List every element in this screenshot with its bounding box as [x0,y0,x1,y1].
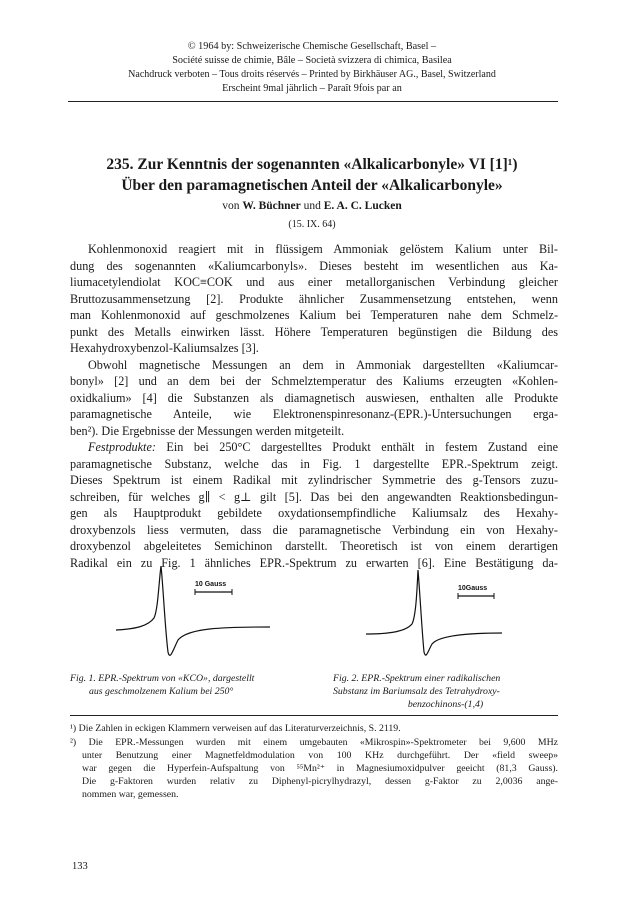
text-line: dung des sogenannten «Kaliumcarbonyls». Dieses besteht im wesentlichen aus Ka- [70,258,558,273]
text-line: Kohlenmonoxid reagiert mit in flüssigem Ammoniak gelöstem Kalium unter Bil- [88,242,558,256]
section-label: Festprodukte: [88,440,156,454]
text-line: ben²). Die Ergebnisse der Messungen werden mitgeteilt. [70,423,345,438]
article-title: 235. Zur Kenntnis der sogenannten «Alkalicarbonyle» VI [1]¹) [106,156,518,173]
footnote-line: ²) Die EPR.-Messungen wurden mit einem umgebauten «Mikrospin»-Spektrometer bei 9,600 MHz [70,737,558,748]
figure-1-scale-label: 10 Gauss [195,581,227,588]
footnote-2 [70,736,558,801]
figure-2-caption-line: benzochinons-(1,4) [407,699,484,710]
paragraph-3 [70,439,558,571]
figure-2-trace [366,570,502,655]
copyright-line: © 1964 by: Schweizerische Chemische Gesellschaft, Basel – [187,41,437,52]
text-line-first: Ein bei 250°C dargestelltes Produkt enthält in festem Zustand eine [166,440,558,454]
text-line: paramagnetische Anteile, wie Elektronenspinresonanz-(EPR.)-Untersuchungen erga- [70,407,558,421]
text-line: Hexahydroxybenzol-Kaliumsalzes [3]. [70,341,259,355]
text-line: gen als Hauptprodukt gebildete oxydationsempfindliche Kaliumsalz des Hexahy- [70,506,558,520]
figure-2-scale-label: 10Gauss [458,585,488,592]
paragraph-1 [70,241,558,357]
text-line: droxybenzol abgeleitetes Semichinon darstellt. Theoretisch ist von einem derartigen [70,539,558,553]
byline [40,199,584,214]
paragraph-2 [70,357,558,440]
figure-1-spectrum [92,566,298,666]
byline-and: und [303,200,321,212]
figure-1-caption-line: Fig. 1. EPR.-Spektrum von «KCO», dargestellt [70,673,255,684]
page-number: 133 [72,861,88,872]
footnote-line: nommen war, gemessen. [82,789,179,800]
text-line: oxidkalium» [4] die Substanzen als diamagnetisch auswiesen, enthalten alle Produkte [70,390,558,405]
publisher-line: Société suisse de chimie, Bâle – Società svizzera di chimica, Basilea [172,55,452,66]
figure-1-trace [116,566,270,655]
footnote-line: ¹) Die Zahlen in eckigen Klammern verweisen auf das Literaturverzeichnis, S. 2119. [70,723,401,734]
footnote-1 [70,722,558,735]
text-line: man Kohlenmonoxid auf geschmolzenes Kalium bei Temperaturen nahe dem Schmelz- [70,308,558,322]
footnote-line: unter Benutzung einer Magnetfeldmodulation von 100 KHz durchgeführt. Der «field sweep» [82,750,558,761]
text-line: liumacetylendiolat KOC≡COK und aus einer metallorganischen Verbindung gleicher [70,275,558,289]
header-rule [68,101,558,102]
received-date: (15. IX. 64) [288,219,336,230]
text-line: bonyl» [2] und an dem bei der Schmelztemperatur des Kaliums erzeugten «Kohlen- [70,374,558,388]
figure-2-caption-line: Substanz im Bariumsalz des Tetrahydroxy- [333,686,500,697]
figure-2-spectrum [340,568,540,664]
figure-2-caption-line: Fig. 2. EPR.-Spektrum einer radikalischen [333,673,501,684]
figure-2-caption [333,672,558,711]
text-line: Dieses Spektrum ist einem Radikal mit zylindrischer Symmetrie des g-Tensors zuzu- [70,473,558,487]
byline-prefix: von [222,200,240,212]
text-line: punkt des Metalls einwirken lässt. Höhere Temperaturen begünstigen die Bildung des [70,324,558,339]
text-line: droxybenzols liess vermuten, dass die paramagnetische Verbindung ein von Hexahy- [70,522,558,537]
author-2: E. A. C. Lucken [323,200,402,212]
rights-line: Nachdruck verboten – Tous droits réservés – Printed by Birkhäuser AG., Basel, Switzerland [128,69,496,80]
footnote-rule [70,715,558,716]
text-line: Obwohl magnetische Messungen an dem in Ammoniak dargestellten «Kaliumcar- [88,357,558,372]
footnote-line: war gegen die Hyperfein-Aufspaltung von ⁵⁵Mn²⁺ in Magnesiumoxidpulver geeicht (81,3 Gauss). [82,763,558,774]
text-line: Bruttozusammensetzung [2]. Produkte ähnlicher Zusammensetzung entstehen, wenn [70,291,558,306]
text-line [70,439,558,456]
frequency-line: Erscheint 9mal jährlich – Paraît 9fois par an [222,83,402,94]
text-line: schreiben, für welches g∥ < g⊥ gilt [5]. Das bei den angewandten Reaktionsbedingun- [70,489,558,504]
article-subtitle: Über den paramagnetischen Anteil der «Alkalicarbonyle» [121,177,503,194]
text-line: Radikal ein zu Fig. 1 ähnliches EPR.-Spektrum zu erwarten [6]. Eine Bestätigung da- [70,555,558,570]
footnote-line: Die g-Faktoren wurden relativ zu Diphenyl-picrylhydrazyl, dessen g-Faktor zu 2,0036 ange- [82,776,558,787]
figure-1-caption [70,672,310,698]
author-1: W. Büchner [242,200,301,212]
text-line: paramagnetische Substanz, welche das in Fig. 1 dargestellte EPR.-Spektrum zeigt. [70,456,558,471]
figure-1-caption-line: aus geschmolzenem Kalium bei 250° [89,686,234,697]
